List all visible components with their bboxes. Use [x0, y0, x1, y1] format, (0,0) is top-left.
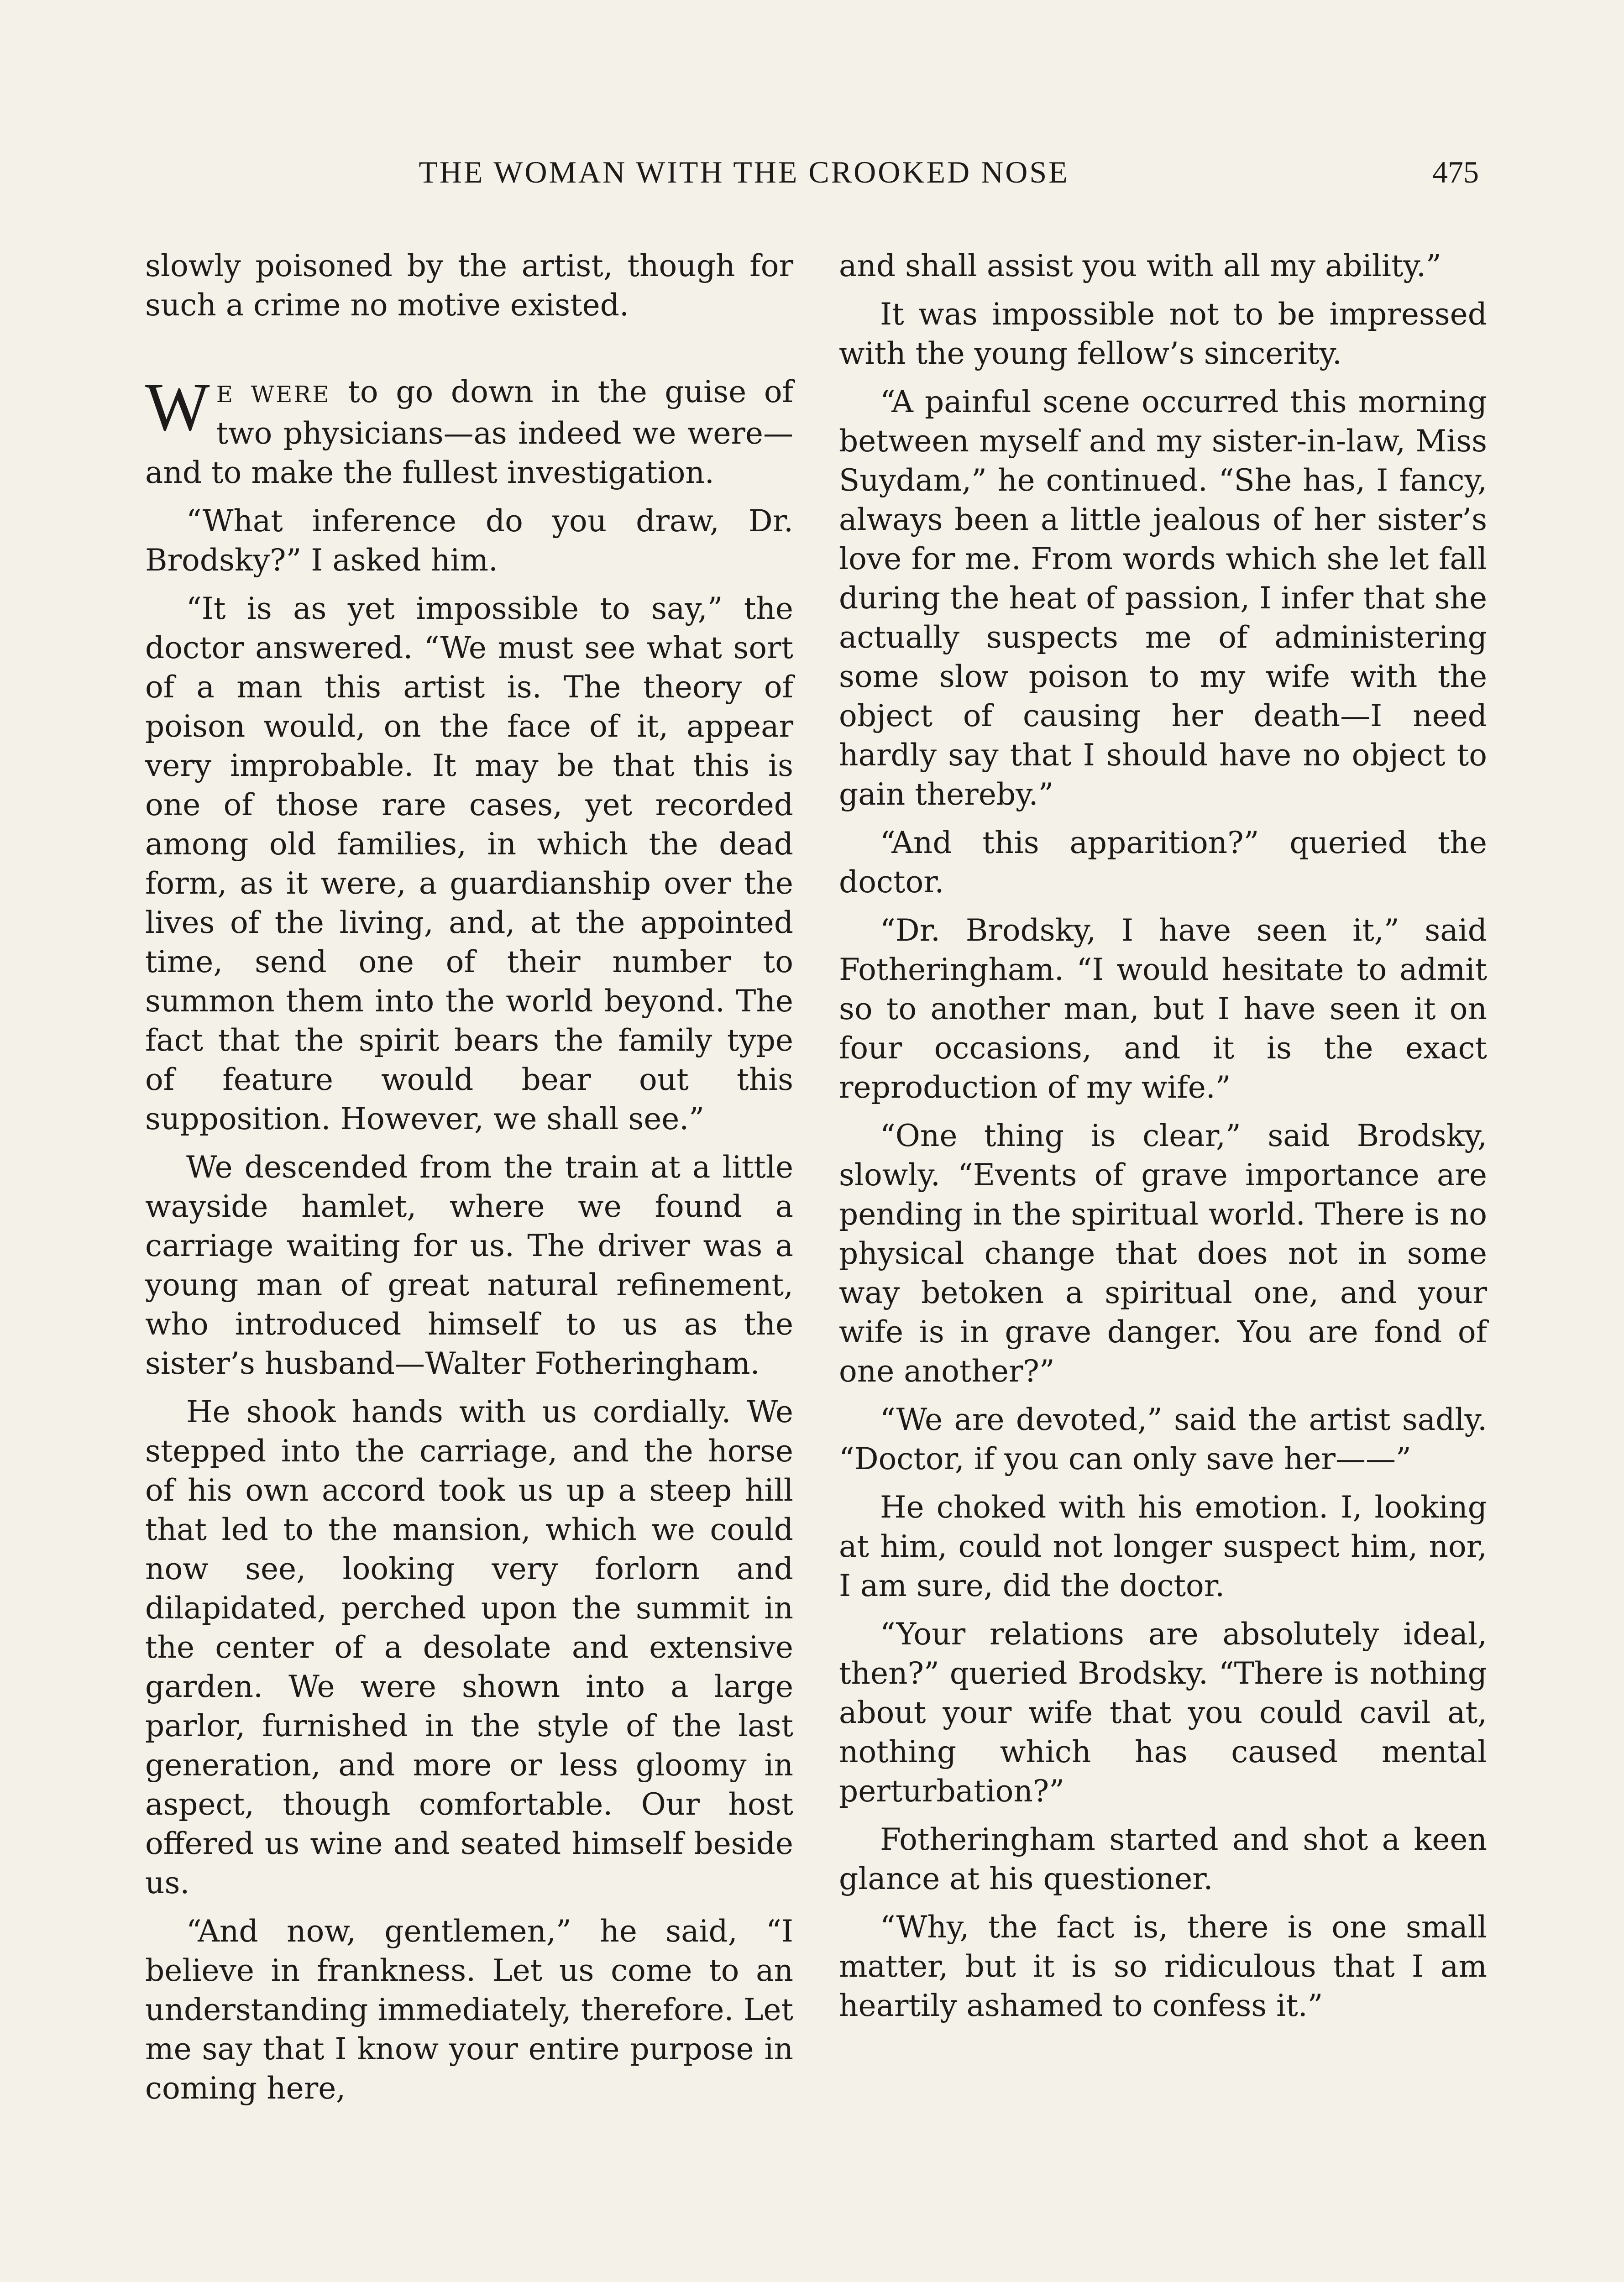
paragraph: “One thing is clear,” said Brodsky, slowly. “Events of grave importance are pending in the spiritual world. There is no physical change that does not in some way betoken a spiritual one, and your wife is in grave danger. You are fond of one another?”	[839, 1118, 1487, 1389]
paragraph: “A painful scene occurred this morning between myself and my sister-in-law, Miss Suydam,” he continued. “She has, I fancy, always been a little jealous of her sister’s love for me. From words which she let fall during the heat of passion, I infer that she actually suspects me of administering some slow poison to my wife with the object of causing her death—I need hardly say that I should have no object to gain thereby.”	[839, 384, 1487, 812]
right-column	[839, 246, 1487, 2035]
paragraph: We descended from the train at a little wayside hamlet, where we found a carriage waiting for us. The driver was a young man of great natural refinement, who introduced himself to us as the sister’s husband—Walter Fotheringham.	[145, 1150, 793, 1381]
paragraph: “Why, the fact is, there is one small matter, but it is so ridiculous that I am heartily ashamed to confess it.”	[839, 1910, 1487, 2023]
paragraph: “Your relations are absolutely ideal, then?” queried Brodsky. “There is nothing about your wife that you could cavil at, nothing which has caused mental perturbation?”	[839, 1617, 1487, 1809]
paragraph: “We are devoted,” said the artist sadly. “Doctor, if you can only save her——”	[839, 1402, 1487, 1476]
paragraph: He choked with his emotion. I, looking at him, could not longer suspect him, nor, I am sure, did the doctor.	[839, 1490, 1487, 1603]
drop-cap: W	[145, 369, 210, 445]
paragraph: Fotheringham started and shot a keen glance at his questioner.	[839, 1822, 1487, 1896]
paragraph: and shall assist you with all my ability.”	[839, 248, 1441, 283]
left-column	[145, 246, 793, 2117]
running-header	[146, 147, 1479, 197]
section-opening-paragraph	[145, 369, 793, 492]
paragraph: “What inference do you draw, Dr. Brodsky?” I asked him.	[145, 503, 793, 578]
page-number: 475	[1432, 155, 1479, 189]
small-caps-lead: E WERE	[216, 381, 330, 408]
paragraph: slowly poisoned by the artist, though for such a crime no motive existed.	[145, 248, 793, 323]
paragraph: “Dr. Brodsky, I have seen it,” said Fotheringham. “I would hesitate to admit so to another man, but I have seen it on four occasions, and it is the exact reproduction of my wife.”	[839, 913, 1487, 1105]
paragraph: “And this apparition?” queried the doctor.	[839, 825, 1487, 900]
paragraph: “It is as yet impossible to say,” the doctor answered. “We must see what sort of a man this artist is. The theory of poison would, on the face of it, appear very improbable. It may be that this is one of those rare cases, yet recorded among old families, in which the dead form, as it were, a guardianship over the lives of the living, and, at the appointed time, send one of their number to summon them into the world beyond. The fact that the spirit bears the family type of feature would bear out this supposition. However, we shall see.”	[145, 591, 793, 1136]
paragraph-text: to go down in the guise of two physicians—as indeed we were—and to make the fullest investigation.	[145, 374, 793, 490]
running-title: THE WOMAN WITH THE CROOKED NOSE	[419, 155, 1069, 189]
paragraph: “And now, gentlemen,” he said, “I believe in frankness. Let us come to an understanding immediately, therefore. Let me say that I know your entire purpose in coming here,	[145, 1914, 793, 2106]
paragraph: It was impossible not to be impressed with the young fellow’s sincerity.	[839, 297, 1487, 371]
paragraph: He shook hands with us cordially. We stepped into the carriage, and the horse of his own accord took us up a steep hill that led to the mansion, which we could now see, looking very forlorn and dilapidated, perched upon the summit in the center of a desolate and extensive garden. We were shown into a large parlor, furnished in the style of the last generation, and more or less gloomy in aspect, though comfortable. Our host offered us wine and seated himself beside us.	[145, 1394, 793, 1900]
